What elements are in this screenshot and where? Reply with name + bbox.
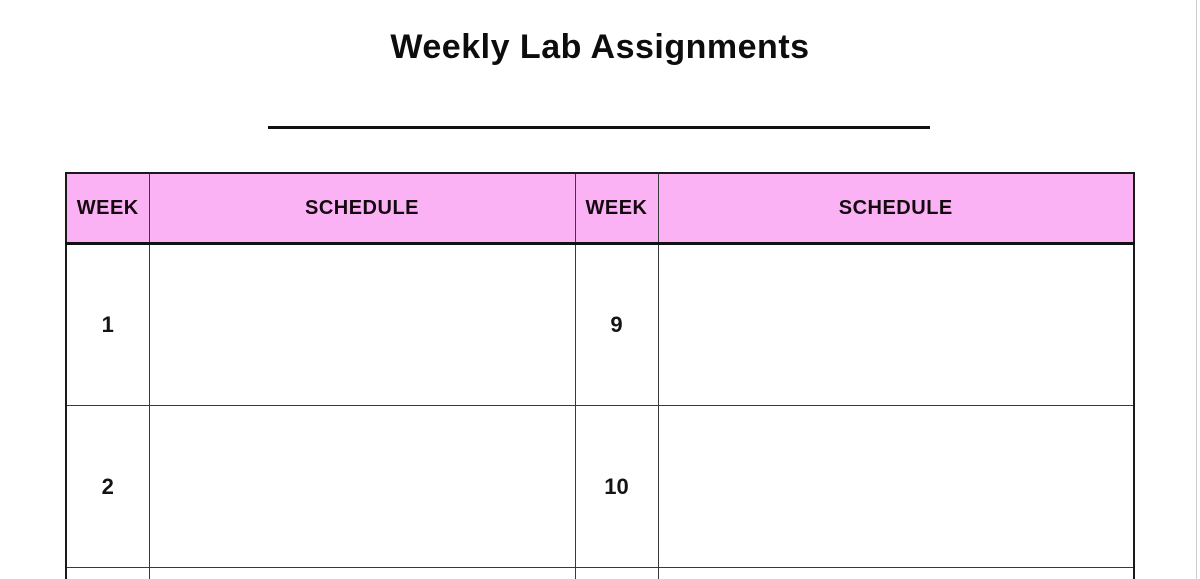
title-underline-rule <box>268 126 930 129</box>
table-row <box>66 406 1134 568</box>
table-row-partially-visible <box>66 568 1134 579</box>
header-cell-week-right: WEEK <box>575 173 658 244</box>
schedule-entry-cell[interactable] <box>658 568 1134 579</box>
header-cell-schedule-left: SCHEDULE <box>149 173 575 244</box>
schedule-entry-cell[interactable] <box>149 406 575 568</box>
week-number-cell[interactable] <box>575 568 658 579</box>
page-title: Weekly Lab Assignments <box>390 28 810 66</box>
table-row <box>66 244 1134 406</box>
schedule-entry-cell[interactable] <box>149 568 575 579</box>
week-number-cell[interactable]: 2 <box>66 406 149 568</box>
schedule-entry-cell[interactable] <box>658 406 1134 568</box>
header-cell-schedule-right: SCHEDULE <box>658 173 1134 244</box>
week-number-cell[interactable]: 10 <box>575 406 658 568</box>
page-edge-line <box>1196 0 1197 579</box>
table-header-row <box>66 173 1134 244</box>
weekly-lab-assignments-table <box>65 172 1135 579</box>
week-number-cell[interactable]: 9 <box>575 244 658 406</box>
header-cell-week-left: WEEK <box>66 173 149 244</box>
schedule-entry-cell[interactable] <box>658 244 1134 406</box>
week-number-cell[interactable] <box>66 568 149 579</box>
schedule-entry-cell[interactable] <box>149 244 575 406</box>
week-number-cell[interactable]: 1 <box>66 244 149 406</box>
